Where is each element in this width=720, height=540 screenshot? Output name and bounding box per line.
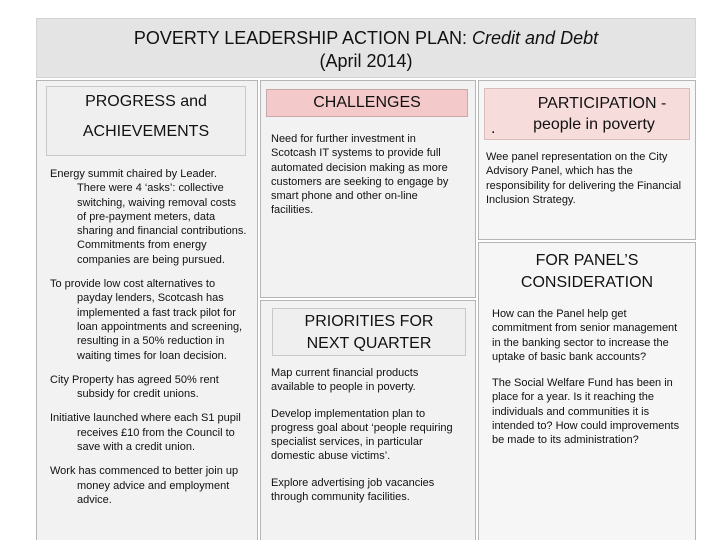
progress-item-1: Energy summit chaired by Leader. There were 4 ‘asks’: collective switching, waiving removal costs of pre-payment meters, data sharing and financial contributions. Commitments from energy companies are being pursued.	[50, 168, 247, 266]
priorities-heading-line2: NEXT QUARTER	[306, 335, 432, 352]
priorities-heading-box	[272, 308, 466, 356]
challenges-heading: CHALLENGES	[266, 89, 468, 117]
consideration-item-1: How can the Panel help get commitment from senior management in the banking sector to increase the uptake of basic bank accounts?	[492, 308, 678, 363]
title-date: (April 2014)	[319, 51, 413, 71]
page-title-bar	[36, 18, 696, 78]
challenges-text: Need for further investment in Scotcash IT systems to provide full automated decision making as more customers are seeking to engage by smart phone and other on-line facilities.	[271, 133, 449, 217]
title-subject: Credit and Debt	[472, 28, 599, 48]
title-main: POVERTY LEADERSHIP ACTION PLAN:	[133, 28, 473, 48]
progress-heading-box	[46, 86, 246, 156]
participation-heading-box	[484, 88, 690, 140]
progress-heading-line2: ACHIEVEMENTS	[82, 123, 210, 140]
consideration-list	[492, 307, 682, 460]
priorities-item-2: Develop implementation plan to progress goal about ‘people requiring specialist services, in particular domestic abuse victims’.	[271, 407, 453, 463]
priorities-heading-line1: PRIORITIES FOR	[304, 313, 434, 330]
consideration-heading-line2: CONSIDERATION	[520, 274, 654, 291]
participation-text: Wee panel representation on the City Advisory Panel, which has the responsibility for delivering the Financial Inclusion Strategy.	[486, 151, 682, 206]
priorities-item-1: Map current financial products available to people in poverty.	[271, 367, 419, 394]
page-title	[37, 27, 695, 50]
progress-item-3: City Property has agreed 50% rent subsidy for credit unions.	[50, 373, 219, 401]
priorities-item-3: Explore advertising job vacancies through community facilities.	[271, 476, 435, 504]
participation-bullet: .	[491, 120, 496, 137]
progress-item-2: To provide low cost alternatives to payday lenders, Scotcash has implemented a fast track pilot for loan appointments and screening, resulting in a 50% reduction in waiting times for loan decision.	[50, 278, 243, 362]
progress-item-4: Initiative launched where each S1 pupil receives £10 from the Council to save with a credit union.	[50, 412, 241, 454]
participation-heading-line2: . people in poverty	[491, 116, 655, 137]
participation-heading-line1: PARTICIPATION -	[537, 95, 667, 112]
consideration-heading-line1: FOR PANEL’S	[535, 252, 639, 269]
consideration-heading	[484, 250, 690, 298]
consideration-item-2: The Social Welfare Fund has been in place for a year. Is it reaching the individuals and communities it is intended to? How could improvements be made to its administration?	[492, 377, 680, 447]
progress-heading-line1: PROGRESS and	[85, 93, 207, 110]
priorities-list	[271, 366, 461, 516]
progress-item-5: Work has commenced to better join up money advice and employment advice.	[50, 465, 239, 506]
progress-list	[50, 167, 248, 517]
